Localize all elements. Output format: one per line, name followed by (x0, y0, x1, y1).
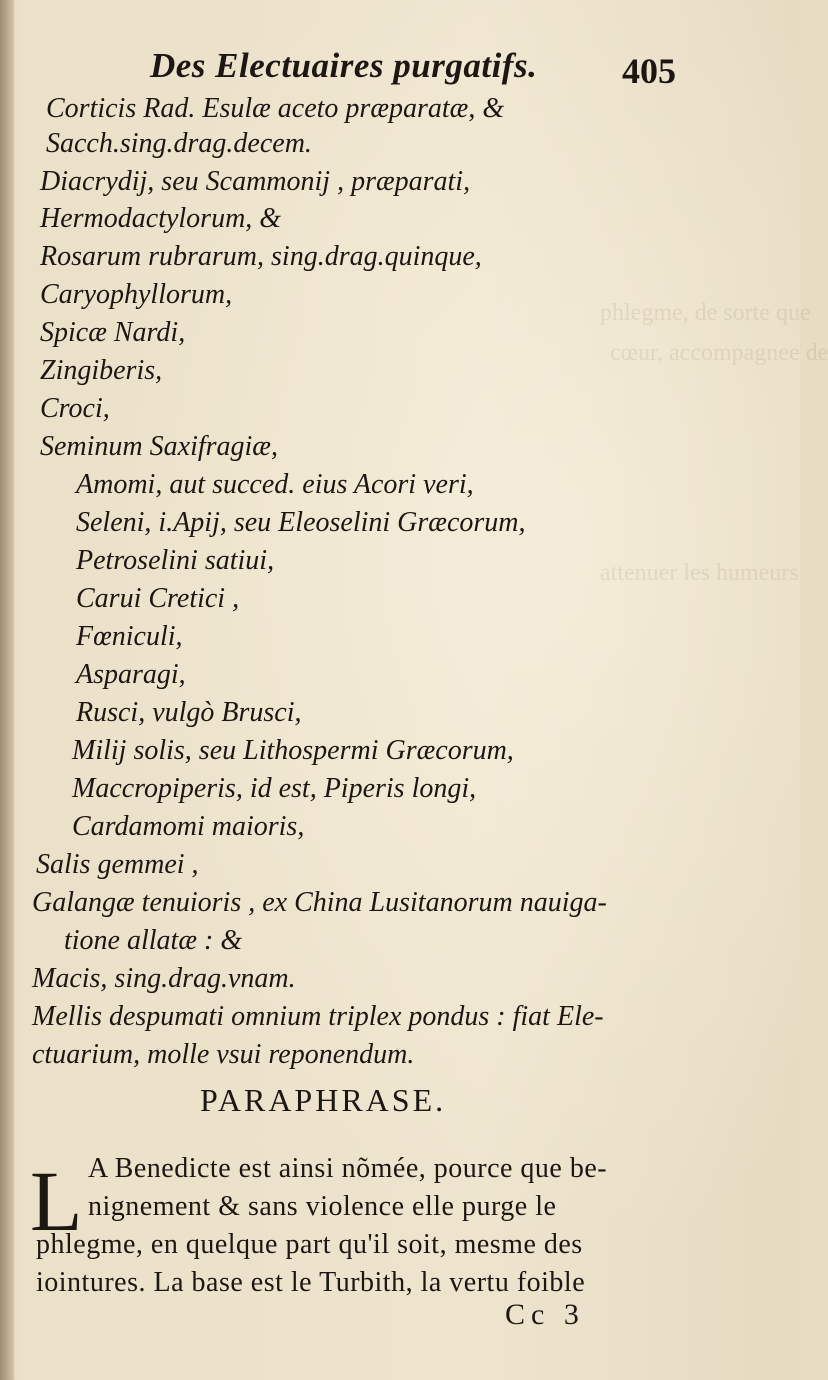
recipe-line: Diacrydij, seu Scammonij , præparati, (40, 166, 471, 197)
recipe-line: Carui Cretici , (76, 583, 240, 614)
recipe-line: Rusci, vulgò Brusci, (76, 697, 302, 728)
recipe-line: Amomi, aut succed. eius Acori veri, (76, 469, 474, 500)
signature-mark: Cc 3 (505, 1298, 585, 1331)
recipe-line: Cardamomi maioris, (72, 811, 305, 842)
recipe-line: Spicæ Nardi, (40, 317, 186, 348)
paraphrase-paragraph (0, 1150, 800, 1340)
recipe-ingredients (0, 90, 800, 1070)
paragraph-line: phlegme, en quelque part qu'il soit, mesme des (36, 1229, 583, 1260)
recipe-line: Zingiberis, (40, 355, 163, 386)
recipe-line: Rosarum rubrarum, sing.drag.quinque, (40, 241, 482, 272)
show-through-text: cœur, accompagnee de (610, 340, 828, 366)
recipe-line: Seminum Saxifragiæ, (40, 431, 278, 462)
recipe-line: Salis gemmei , (36, 849, 199, 880)
recipe-line: Caryophyllorum, (40, 279, 233, 310)
paragraph-line: A Benedicte est ainsi nõmée, pource que be- (88, 1153, 608, 1184)
recipe-line: Fœniculi, (76, 621, 183, 652)
recipe-line: Sacch.sing.drag.decem. (46, 128, 312, 159)
paragraph-line: iointures. La base est le Turbith, la vertu foible (36, 1267, 586, 1298)
paragraph-line: nignement & sans violence elle purge le (88, 1191, 557, 1222)
recipe-line: Asparagi, (76, 659, 186, 690)
recipe-line: ctuarium, molle vsui reponendum. (32, 1039, 415, 1070)
recipe-line: Corticis Rad. Esulæ aceto præparatæ, & (46, 93, 505, 124)
recipe-line: Seleni, i.Apij, seu Eleoselini Græcorum, (76, 507, 526, 538)
recipe-line: Galangæ tenuioris , ex China Lusitanorum nauiga- (32, 887, 607, 918)
recipe-line: Mellis despumati omnium triplex pondus : fiat Ele- (32, 1001, 604, 1032)
section-heading: PARAPHRASE. (200, 1082, 447, 1118)
recipe-line: Milij solis, seu Lithospermi Græcorum, (72, 735, 514, 766)
recipe-line: Maccropiperis, id est, Piperis longi, (72, 773, 477, 804)
recipe-line: tione allatæ : & (64, 925, 243, 956)
recipe-line: Macis, sing.drag.vnam. (32, 963, 296, 994)
show-through-text: attenuer les humeurs (600, 560, 799, 586)
page-number: 405 (622, 51, 676, 91)
recipe-line: Petroselini satiui, (76, 545, 275, 576)
page-header (0, 46, 800, 96)
recipe-line: Croci, (40, 393, 110, 424)
running-title: Des Electuaires purgatifs. (150, 46, 538, 85)
drop-cap: L (30, 1153, 83, 1249)
recipe-line: Hermodactylorum, & (40, 203, 282, 234)
show-through-text: phlegme, de sorte que (600, 300, 811, 326)
